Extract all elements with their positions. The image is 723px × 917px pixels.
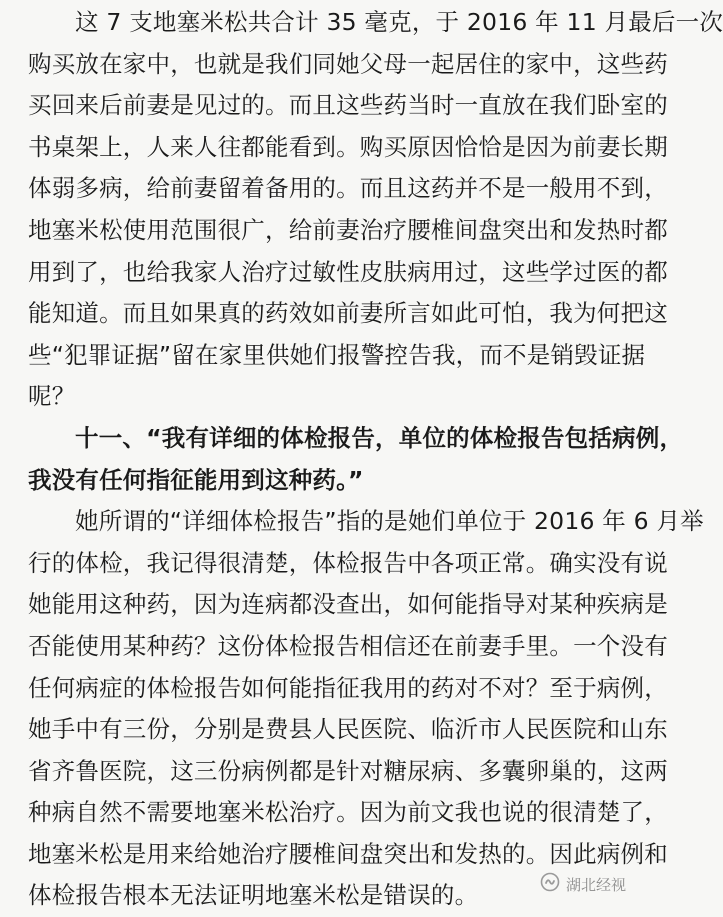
paragraph-line: 省齐鲁医院，这三份病例都是针对糖尿病、多囊卵巢的，这两 (28, 756, 668, 785)
paragraph-line: 地塞米松是用来给她治疗腰椎间盘突出和发热的。因此病例和 (28, 839, 668, 868)
paragraph-line: 这 7 支地塞米松共合计 35 毫克，于 2016 年 11 月最后一次 (75, 8, 723, 36)
paragraph-line: 买回来后前妻是见过的。而且这些药当时一直放在我们卧室的 (28, 91, 668, 120)
paragraph-line: 些“犯罪证据”留在家里供她们报警控告我，而不是销毁证据 (28, 340, 646, 369)
paragraph-line: 体检报告根本无法证明地塞米松是错误的。 (28, 881, 479, 910)
paragraph-line: 种病自然不需要地塞米松治疗。因为前文我也说的很清楚了， (28, 798, 668, 827)
paragraph-line: 否能使用某种药？这份体检报告相信还在前妻手里。一个没有 (28, 631, 668, 660)
watermark (540, 872, 626, 896)
wechat-channel-icon (540, 872, 560, 896)
paragraph-line: 她手中有三份，分别是费县人民医院、临沂市人民医院和山东 (28, 715, 668, 744)
paragraph-line: 购买放在家中，也就是我们同她父母一起居住的家中，这些药 (28, 49, 668, 78)
paragraph-line: 她能用这种药，因为连病都没查出，如何能指导对某种疾病是 (28, 590, 668, 619)
watermark-text: 湖北经视 (565, 875, 626, 894)
paragraph-line: 体弱多病，给前妻留着备用的。而且这药并不是一般用不到， (28, 174, 668, 203)
paragraph-line: 呢？ (28, 382, 76, 411)
paragraph-line: 任何病症的体检报告如何能指征我用的药对不对？至于病例， (28, 673, 668, 702)
paragraph-line: 地塞米松使用范围很广，给前妻治疗腰椎间盘突出和发热时都 (28, 215, 668, 244)
section-heading-line: 我没有任何指征能用到这种药。” (28, 465, 364, 494)
paragraph-line: 用到了，也给我家人治疗过敏性皮肤病用过，这些学过医的都 (28, 257, 668, 286)
paragraph-line: 行的体检，我记得很清楚，体检报告中各项正常。确实没有说 (28, 548, 668, 577)
section-heading-line: 十一、“我有详细的体检报告，单位的体检报告包括病例， (75, 423, 684, 452)
paragraph-line: 她所谓的“详细体检报告”指的是她们单位于 2016 年 6 月举 (75, 507, 704, 536)
paragraph-line: 能知道。而且如果真的药效如前妻所言如此可怕，我为何把这 (28, 299, 668, 328)
paragraph-line: 书桌架上，人来人往都能看到。购买原因恰恰是因为前妻长期 (28, 132, 668, 161)
